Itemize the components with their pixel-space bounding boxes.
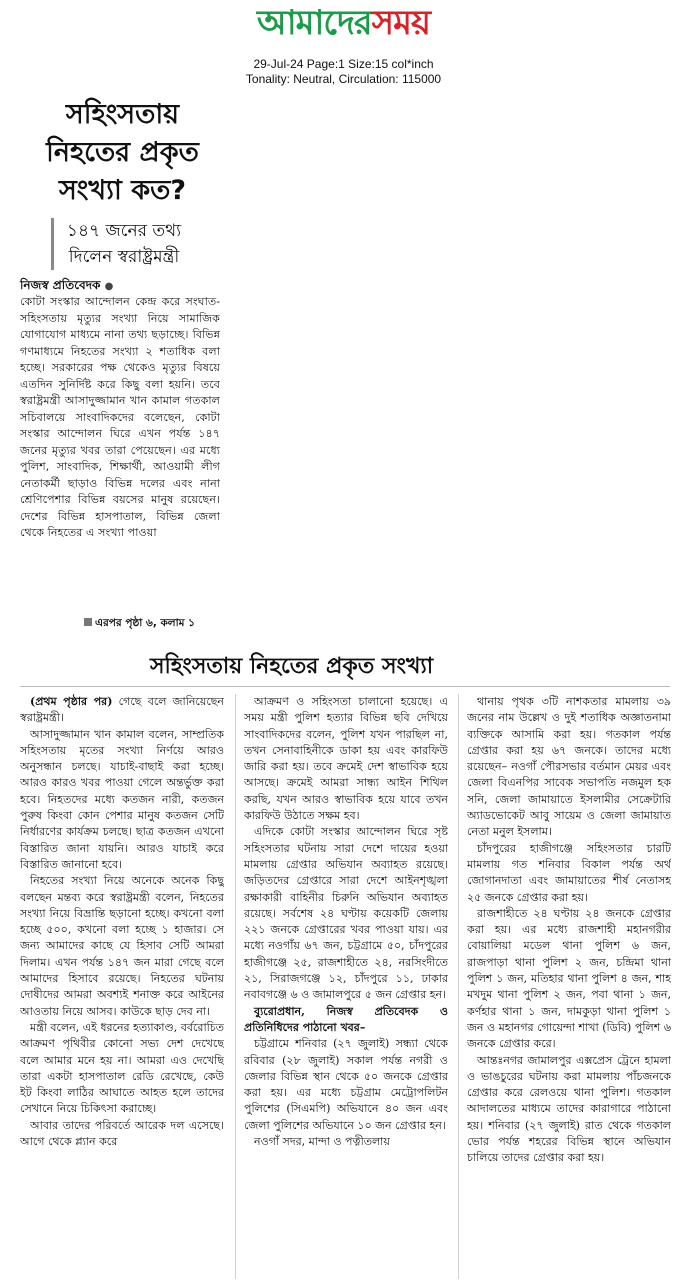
front-headline-block <box>20 96 225 270</box>
subhead-line-2: দিলেন স্বরাষ্ট্রমন্ত্রী <box>68 247 180 267</box>
byline-text: নিজস্ব প্রতিবেদক <box>20 278 101 292</box>
paragraph-text: আন্তঃনগর জামালপুর এক্সপ্রেস ট্রেনে হামলা ও ভাঙচুরের ঘটনায় করা মামলায় পাঁচজনকে গ্রেপ্তার করে রেলওয়ে থানা পুলিশ। গতকাল আদালতের মাধ্যমে তাদের কারাগারে পাঠানো হয়। শনিবার (২৭ জুলাই) রাত থেকে গতকাল ভোর পর্যন্ত শহরের বিভিন্ন স্থানে অভিযান চালিয়ে তাদের গ্রেপ্তার করা হয়। <box>467 1053 671 1165</box>
article-paragraph <box>467 841 671 906</box>
paragraph-text: রাজশাহীতে ২৪ ঘণ্টায় ২৪ জনকে গ্রেপ্তার করা হয়। এর মধ্যে রাজশাহী মহানগরীর বোয়ালিয়া মডেল থানা পুলিশ ৬ জন, রাজপাড়া থানা পুলিশ ২ জন, চন্দ্রিমা থানা পুলিশ ১ জন, মতিহার থানা পুলিশ ৪ জন, শাহ মখদুম থানা পুলিশ ২ জন, পবা থানা ১ জন, কর্ণহার থানা ১ জন, দামকুড়া থানা পুলিশ ১ জন ও মহানগর গোয়েন্দা শাখা (ডিবি) পুলিশ ৬ জনকে গ্রেপ্তার করে। <box>467 906 671 1051</box>
paragraph-text: থানায় পৃথক ৩টি নাশকতার মামলায় ৩৯ জনের নাম উল্লেখ ও দুই শতাধিক অজ্ঞাতনামা ব্যক্তিকে আসামি করা হয়। গতকাল পর্যন্ত গ্রেপ্তার করা হয় ৬৭ জনকে। তাদের মধ্যে রয়েছেন– নওগাঁ পৌরসভার বর্তমান মেয়র এবং জেলা বিএনপির সাবেক সভাপতি নজমুল হক সনি, জেলা জামায়াতে ইসলামীর সেক্রেটারি অ্যাডভোকেট আবু সায়েম ও জেলা জামায়াত নেতা মনুল ইসলাম। <box>467 695 671 839</box>
headline-line-3: সংখ্যা কত? <box>58 175 187 206</box>
paragraph-text: আসাদুজ্জামান খান কামাল বলেন, সাম্প্রতিক সহিংসতায় মৃতের সংখ্যা নির্ণয়ে আরও অনুসন্ধান চলছে। যাচাই-বাছাই করা হচ্ছে। আরও কারও খবর পাওয়া গেলে অন্তর্ভুক্ত করা হবে। নিহতদের মধ্যে কতজন নারী, কতজন পুরুষ কিংবা কোন পেশার মানুষ কতজন সেটি নির্ধারণের কার্যক্রম চলছে। ছাত্র কতজন এখনো বিস্তারিত জানা যায়নি। আরও যাচাই করে বিস্তারিত জানানো হবে। <box>20 727 224 871</box>
article-paragraph <box>467 906 671 1053</box>
article-column-3 <box>467 694 671 1282</box>
front-intro-text: কোটা সংস্কার আন্দোলন কেন্দ্র করে সংঘাত-সহিংসতায় মৃত্যুর সংখ্যা নিয়ে সামাজিক যোগাযোগ মাধ্যমে নানা তথ্য ছড়াচ্ছে। বিভিন্ন গণমাধ্যমে নিহতের সংখ্যা ২ শতাধিক বলা হচ্ছে। সরকারের পক্ষ থেকেও মৃত্যুর বিষয়ে এতদিন সুনির্দিষ্ট করে কিছু বলা হয়নি। তবে স্বরাষ্ট্রমন্ত্রী আসাদুজ্জামান খান কামাল গতকাল সচিবালয়ে সাংবাদিকদের বলেছেন, কোটা সংস্কার আন্দোলন ঘিরে এখন পর্যন্ত ১৪৭ জনের মৃত্যুর খবর তারা পেয়েছেন। এর মধ্যে পুলিশ, সাংবাদিক, শিক্ষার্থী, আওয়ামী লীগ নেতাকর্মী ছাড়াও বিভিন্ন দলের এবং নানা শ্রেণিপেশার বিভিন্ন বয়সের মানুষ রয়েছেন। দেশের বিভিন্ন হাসপাতাল, বিভিন্ন জেলা থেকে নিহতের এ সংখ্যা পাওয়া <box>20 295 220 539</box>
article-paragraph <box>244 1134 448 1150</box>
paragraph-text: চট্টগ্রামে শনিবার (২৭ জুলাই) সন্ধ্যা থেকে রবিবার (২৮ জুলাই) সকাল পর্যন্ত নগরী ও জেলার বিভিন্ন স্থান থেকে ৫০ জনকে গ্রেপ্তার করা হয়। এর মধ্যে চট্টগ্রাম মেট্রোপলিটন পুলিশের (সিএমপি) অভিযানে ৪০ জন এবং জেলা পুলিশের অভিযানে ১০ জন গ্রেপ্তার হন। <box>244 1037 448 1132</box>
paragraph-text: নওগাঁ সদর, মান্দা ও পত্নীতলায় <box>254 1135 390 1149</box>
column-divider <box>458 694 459 1279</box>
paragraph-text: মন্ত্রী বলেন, এই ধরনের হত্যাকাণ্ড, বর্বরোচিত আক্রমণ পৃথিবীর কোনো সভ্য দেশ দেখেছে বলে আমার মনে হয় না। আমরা এও দেখেছি তারা একটা হাসপাতাল রেডি রেখেছে, কেউ ইট কিংবা লাঠির আঘাতে আহত হলে তাদের সেখানে নিয়ে চিকিৎসা করাচ্ছে। <box>20 1020 224 1116</box>
masthead <box>0 0 687 48</box>
paragraph-text: চাঁদপুরের হাজীগঞ্জে সহিংসতার চারটি মামলায় গত শনিবার বিকাল পর্যন্ত অর্থ জোগানদাতা এবং জামায়াতের শীর্ষ নেতাসহ ২৫ জনকে গ্রেপ্তার করা হয়। <box>467 841 671 904</box>
bullet-icon: ● <box>104 281 114 292</box>
article-paragraph <box>20 873 224 1020</box>
paragraph-text: গেছে বলে জানিয়েছেন স্বরাষ্ট্রমন্ত্রী। <box>20 695 224 725</box>
logo-part-2: সময় <box>371 3 430 43</box>
newspaper-logo <box>257 2 430 44</box>
paragraph-text: আক্রমণ ও সহিংসতা চালানো হয়েছে। এ সময় মন্ত্রী পুলিশ হত্যার বিভিন্ন ছবি দেখিয়ে সাংবাদিকদের বলেন, পুলিশ যখন পারছিল না, তখন সেনাবাহিনীকে ডাকা হয় এবং কারফিউ জারি করা হয়। তবে ক্রমেই দেশ স্বাভাবিক হয়ে আসছে। ক্রমেই আমরা সান্ধ্য আইন শিথিল করছি, যখন আরও স্বাভাবিক হয়ে যাবে তখন কারফিউ উঠাতে সক্ষম হব। <box>244 695 448 823</box>
article-paragraph <box>244 1004 448 1037</box>
headline-line-1: সহিংসতায় <box>65 99 180 130</box>
paragraph-lead: ব্যুরোপ্রধান, নিজস্ব প্রতিবেদক ও প্রতিনিধিদের পাঠানো খবর– <box>244 1004 448 1034</box>
article-paragraph <box>244 1036 448 1134</box>
article-paragraph <box>20 727 224 874</box>
logo-part-1: আমাদের <box>257 3 372 43</box>
headline-line-2: নিহতের প্রকৃত <box>46 137 199 168</box>
paragraph-text: এদিকে কোটা সংস্কার আন্দোলন ঘিরে সৃষ্ট সহিংসতার ঘটনায় সারা দেশে দায়ের হওয়া মামলায় গ্রেপ্তার অভিযান অব্যাহত রয়েছে। জড়িতদের গ্রেপ্তারে সারা দেশে আইনশৃঙ্খলা রক্ষাকারী বাহিনীর চিরুনি অভিযান অব্যাহত রয়েছে। সর্বশেষ ২৪ ঘণ্টায় কয়েকটি জেলায় ২২১ জনকে গ্রেপ্তারের খবর পাওয়া যায়। এর মধ্যে নওগাঁয় ৬৭ জন, চট্টগ্রামে ৫০, চাঁদপুরের হাজীগঞ্জে ২৫, রাজশাহীতে ২৪, নরসিংদীতে ২১, সিরাজগঞ্জে ১২, চাঁদপুরে ১১, ঢাকার নবাবগঞ্জে ৬ ও জামালপুরে ৫ জন গ্রেপ্তার হন। <box>244 825 448 1002</box>
clipping-meta-line-2: Tonality: Neutral, Circulation: 115000 <box>245 72 442 86</box>
continued-note <box>84 616 195 633</box>
article-paragraph <box>467 1053 671 1167</box>
clipping-meta-line-1: 29-Jul-24 Page:1 Size:15 col*inch <box>253 57 434 71</box>
jump-section-title: সহিংসতায় নিহতের প্রকৃত সংখ্যা <box>150 654 434 679</box>
article-paragraph <box>244 694 448 824</box>
paragraph-text: আবার তাদের পরিবর্তে আরেক দল এসেছে। আগে থেকে প্ল্যান করে <box>20 1118 224 1149</box>
section-divider <box>20 686 670 687</box>
subheadline <box>51 218 194 270</box>
article-paragraph <box>20 694 224 727</box>
subhead-line-1: ১৪৭ জনের তথ্য <box>66 221 182 241</box>
article-paragraph <box>467 694 671 841</box>
article-column-2 <box>244 694 448 1282</box>
article-paragraph <box>244 824 448 1003</box>
article-paragraph <box>20 1020 224 1118</box>
paragraph-lead: (প্রথম পৃষ্ঠার পর) <box>30 695 113 708</box>
square-bullet-icon <box>84 618 92 626</box>
article-column-1 <box>20 694 224 1282</box>
column-divider <box>235 694 236 1279</box>
article-paragraph <box>20 1118 224 1151</box>
continued-text: এরপর পৃষ্ঠা ৬, কলাম ১ <box>95 617 195 629</box>
paragraph-text: নিহতের সংখ্যা নিয়ে অনেকে অনেক কিছু বলছেন মন্তব্য করে স্বরাষ্ট্রমন্ত্রী বলেন, নিহতের সংখ্যা নিয়ে বিভ্রান্তি ছড়ানো হচ্ছে। কখনো বলা হচ্ছে ৫০০, কখনো বলা হচ্ছে ১ হাজার। সে জন্য আমাদের কাছে যে হিসাব সেটি আমরা দিলাম। এখন পর্যন্ত ১৪৭ জন মারা গেছে বলে আমাদের হিসাবে রয়েছে। নিহতের ঘটনায় দোষীদের আমরা অবশ্যই শনাক্ত করে আইনের আওতায় নিয়ে আসব। কাউকে ছাড় দেব না। <box>20 874 224 1018</box>
